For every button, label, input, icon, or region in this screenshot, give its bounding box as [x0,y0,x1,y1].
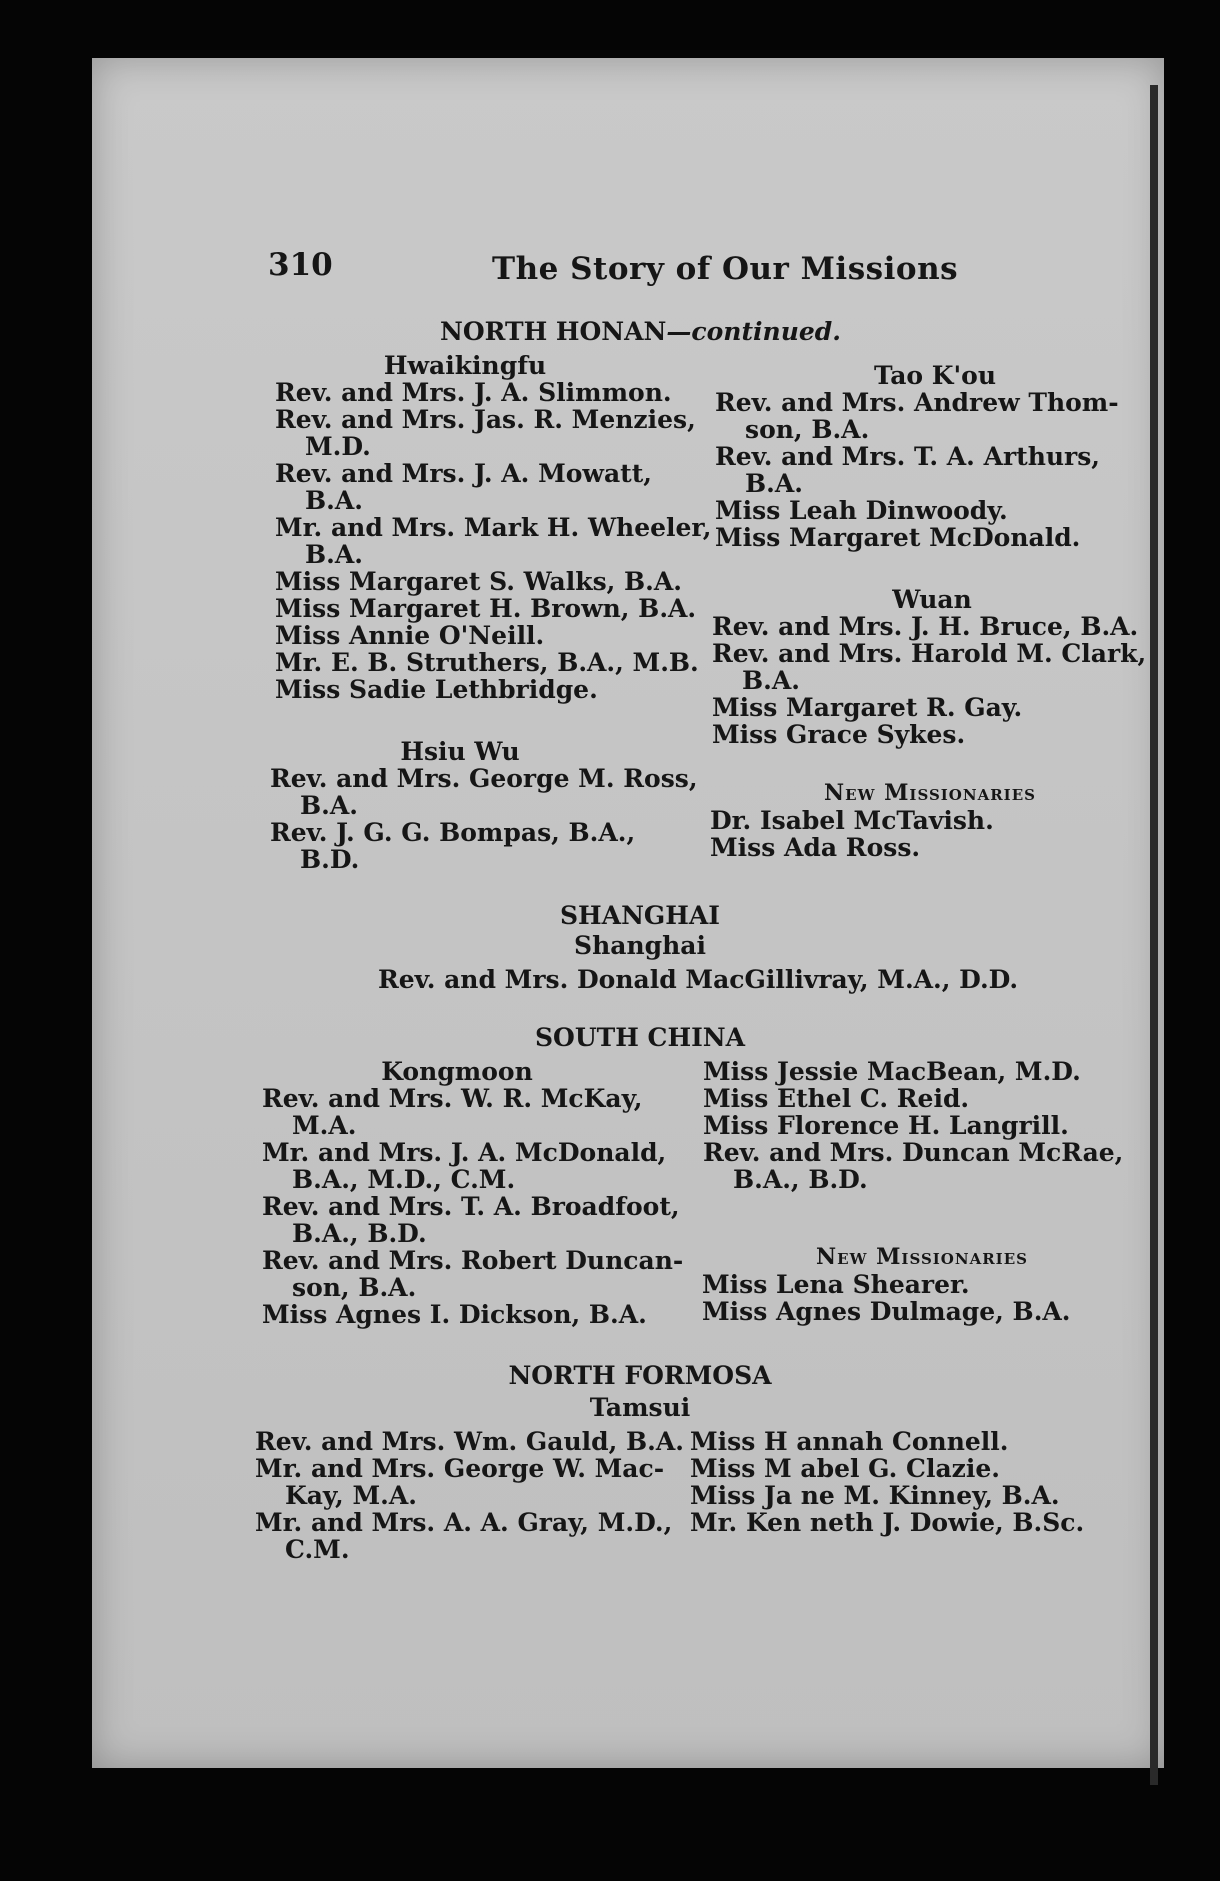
station-title-shanghai: Shanghai [574,931,706,960]
heading-north-honan: NORTH HONAN [440,317,667,346]
list-item: Miss Ja ne M. Kinney, B.A. [690,1481,1060,1510]
section-heading-shanghai: SHANGHAI [560,901,720,930]
list-item: Dr. Isabel McTavish. [710,806,994,835]
list-item: Rev. and Mrs. Wm. Gauld, B.A. [255,1427,684,1456]
tao-kou-block [715,362,1135,551]
list-item: B.A. [742,666,800,695]
list-item: Miss M abel G. Clazie. [690,1454,1000,1483]
list-item: Rev. and Mrs. Harold M. Clark, [712,639,1147,668]
list-item: Miss Annie O'Neill. [275,621,545,650]
list-item: Rev. and Mrs. T. A. Arthurs, [715,442,1100,471]
section-heading-south-china: SOUTH CHINA [534,1023,746,1052]
list-item: Mr. Ken neth J. Dowie, B.Sc. [690,1508,1085,1537]
hwaikingfu-block [275,351,712,704]
list-item: Miss Agnes Dulmage, B.A. [702,1297,1071,1326]
list-item: Mr. and Mrs. Mark H. Wheeler, [275,513,712,542]
wuan-block [712,585,1147,749]
list-item: M.A. [292,1111,357,1140]
list-item: son, B.A. [292,1273,417,1302]
list-item: Miss Margaret H. Brown, B.A. [275,594,697,623]
list-item: Miss Jessie MacBean, M.D. [703,1057,1081,1086]
list-item: B.A., B.D. [292,1219,427,1248]
station-title-tao-kou: Tao K'ou [873,361,997,390]
list-item: Rev. and Mrs. Duncan McRae, [703,1138,1124,1167]
list-item: Mr. E. B. Struthers, B.A., M.B. [275,648,699,677]
list-item: Mr. and Mrs. J. A. McDonald, [262,1138,667,1167]
south-china-right-block [703,1058,1123,1193]
list-item: Rev. and Mrs. Donald MacGillivray, M.A., D.D. [378,965,1019,994]
list-item: B.A. [745,469,803,498]
list-item: Miss Ethel C. Reid. [703,1084,970,1113]
list-item: Miss Sadie Lethbridge. [275,675,598,704]
list-item: B.D. [300,845,360,874]
list-item: Mr. and Mrs. A. A. Gray, M.D., [255,1508,673,1537]
kongmoon-block [262,1058,682,1328]
list-item: Rev. and Mrs. T. A. Broadfoot, [262,1192,680,1221]
list-item: Mr. and Mrs. George W. Mac- [255,1454,665,1483]
station-title-kongmoon: Kongmoon [381,1057,533,1086]
list-item: C.M. [285,1535,350,1564]
running-title: The Story of Our Missions [492,251,959,287]
list-item: Rev. J. G. G. Bompas, B.A., [270,818,636,847]
station-title-wuan: Wuan [892,585,972,614]
station-title-tamsui: Tamsui [589,1393,691,1422]
heading-continued: —continued. [666,317,841,346]
list-item: Miss Margaret S. Walks, B.A. [275,567,682,596]
list-item: Rev. and Mrs. Robert Duncan- [262,1246,684,1275]
list-item: B.A. [305,540,363,569]
list-item: Rev. and Mrs. George M. Ross, [270,764,698,793]
list-item: B.A. [305,486,363,515]
new-missionaries-north-honan [710,780,1130,861]
list-item: Miss Florence H. Langrill. [703,1111,1069,1140]
north-formosa-right [690,1428,1130,1536]
list-item: B.A., M.D., C.M. [292,1165,516,1194]
list-item: Rev. and Mrs. J. H. Bruce, B.A. [712,612,1139,641]
hsiu-wu-block [270,737,698,874]
station-title-hsiu-wu: Hsiu Wu [400,737,520,766]
page-number: 310 [268,247,333,283]
list-item: B.A., B.D. [733,1165,868,1194]
new-missionaries-title: New Missionaries [816,1244,1028,1270]
list-item: Miss H annah Connell. [690,1427,1009,1456]
list-item: Miss Grace Sykes. [712,720,966,749]
section-heading-north-formosa: NORTH FORMOSA [508,1361,772,1390]
list-item: B.A. [300,791,358,820]
list-item: Miss Margaret McDonald. [715,523,1081,552]
list-item: Miss Leah Dinwoody. [715,496,1008,525]
list-item: Rev. and Mrs. W. R. McKay, [262,1084,643,1113]
list-item: Miss Ada Ross. [710,833,921,862]
list-item: M.D. [305,432,371,461]
page-edge [1150,85,1158,1785]
list-item: Rev. and Mrs. Andrew Thom- [715,388,1119,417]
list-item: Miss Margaret R. Gay. [712,693,1023,722]
north-formosa-left [255,1427,684,1564]
list-item: Miss Lena Shearer. [702,1270,970,1299]
section-heading-north-honan [440,318,940,345]
list-item: Kay, M.A. [285,1481,417,1510]
list-item: Rev. and Mrs. Jas. R. Menzies, [275,405,696,434]
station-title-hwaikingfu: Hwaikingfu [383,351,547,380]
list-item: Rev. and Mrs. J. A. Slimmon. [275,378,672,407]
new-missionaries-title: New Missionaries [824,780,1036,806]
new-missionaries-south-china [702,1244,1122,1325]
list-item: son, B.A. [745,415,870,444]
list-item: Rev. and Mrs. J. A. Mowatt, [275,459,652,488]
list-item: Miss Agnes I. Dickson, B.A. [262,1300,647,1329]
